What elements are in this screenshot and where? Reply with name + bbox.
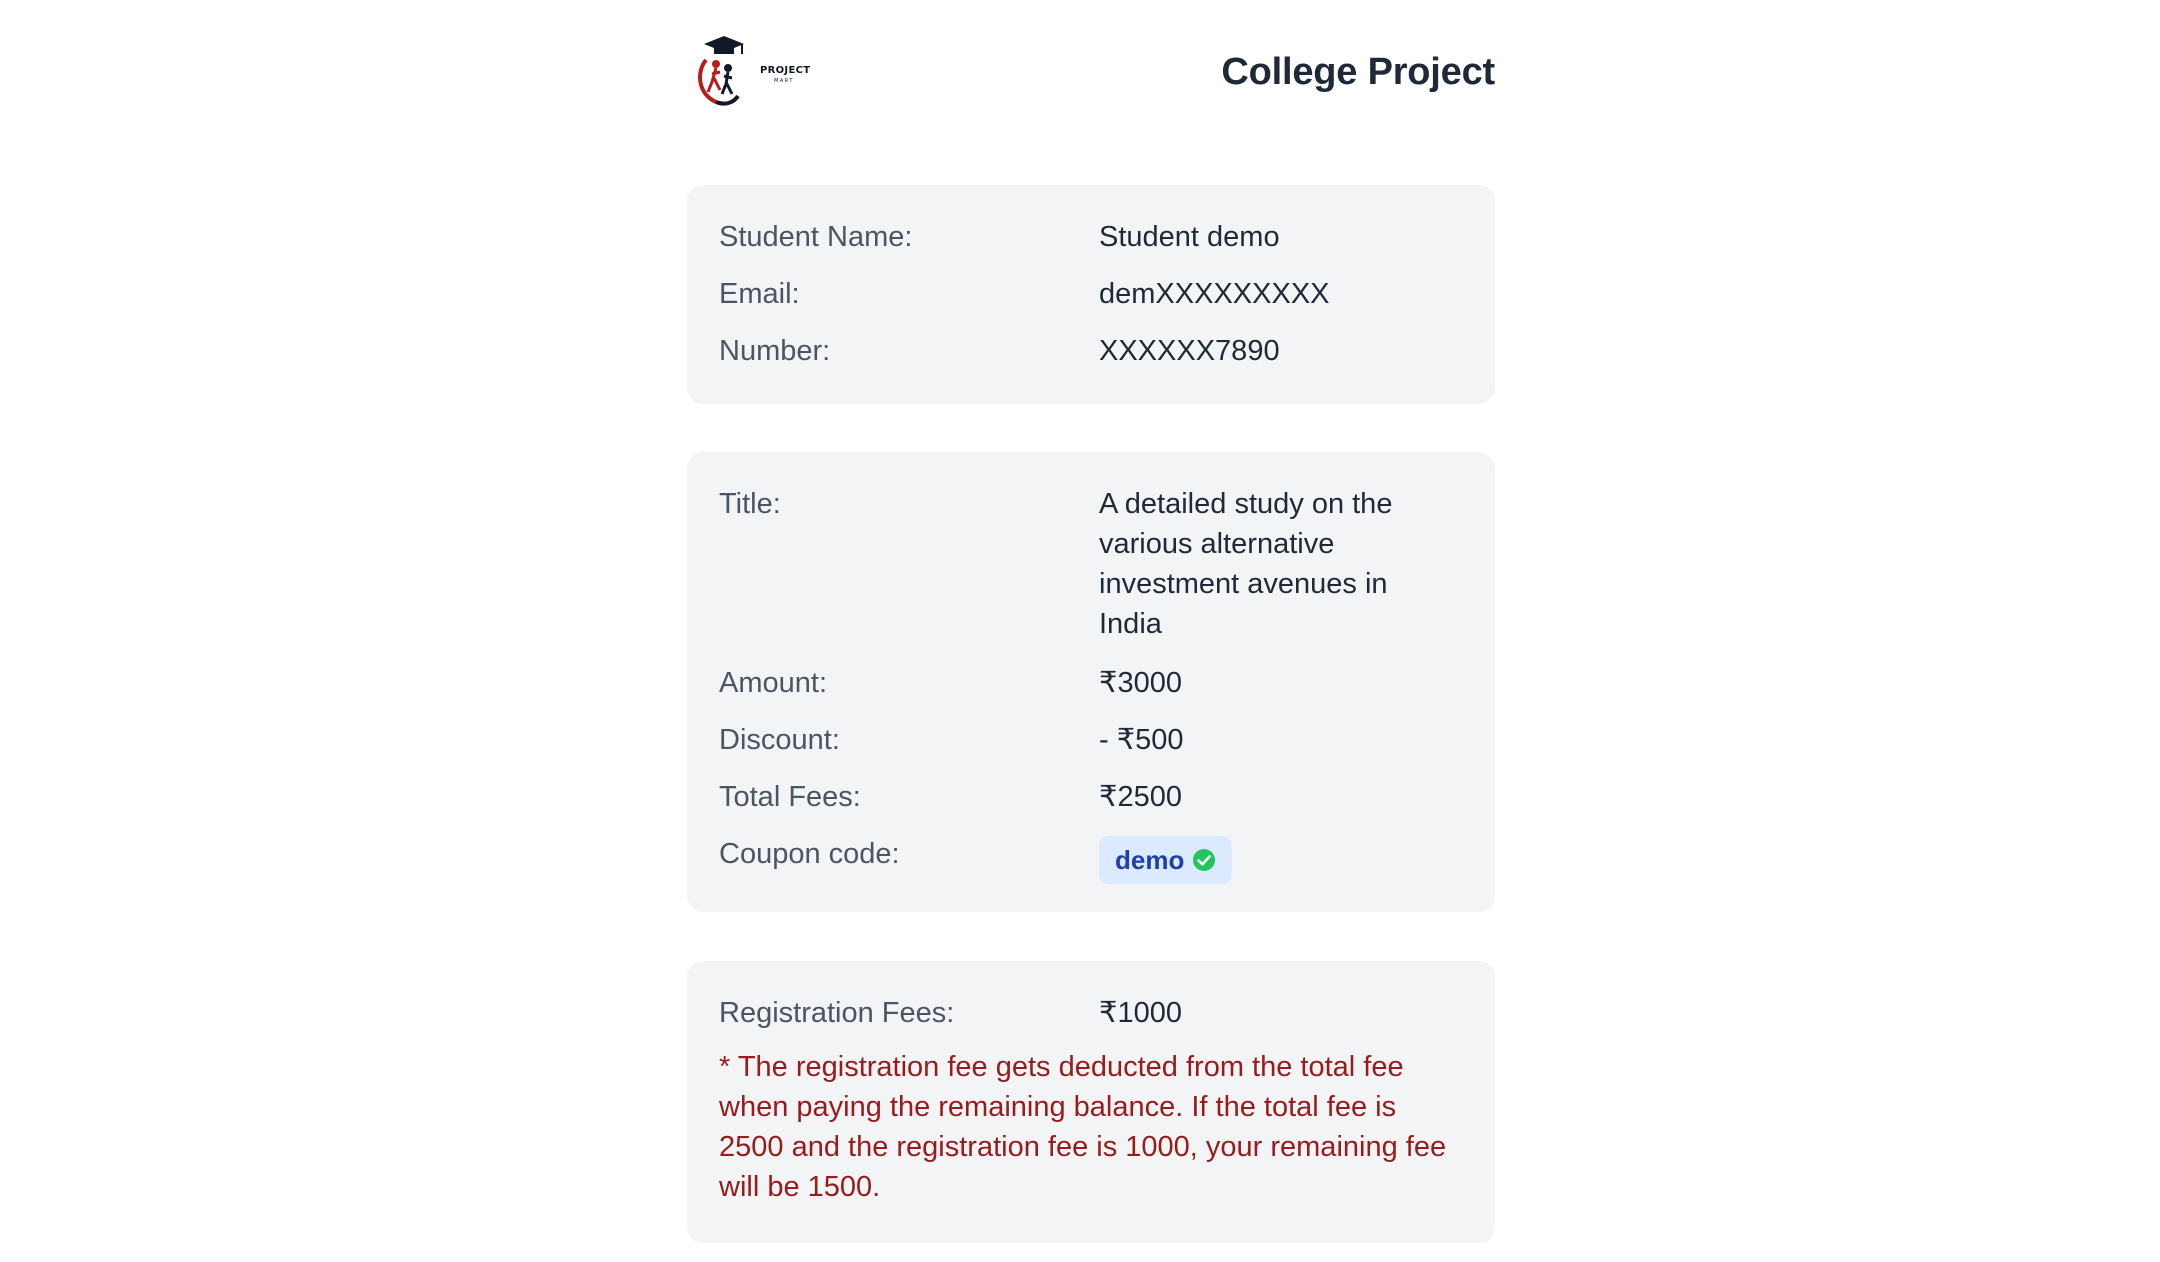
email-label: Email:	[719, 278, 800, 310]
registration-fees-value: ₹1000	[1099, 997, 1182, 1029]
registration-fees-label: Registration Fees:	[719, 997, 955, 1029]
logo-subtext: MART	[774, 78, 794, 84]
project-mart-logo[interactable]	[692, 32, 812, 112]
coupon-badge[interactable]	[1099, 836, 1232, 884]
discount-label: Discount:	[719, 724, 840, 756]
total-fees-label: Total Fees:	[719, 781, 861, 813]
project-title-label: Title:	[719, 488, 781, 520]
header	[687, 0, 1495, 150]
student-info-card	[687, 185, 1495, 404]
project-title-value: A detailed study on the various alternative investment avenues in India	[1099, 488, 1393, 640]
project-details-card	[687, 452, 1495, 912]
student-name-label: Student Name:	[719, 221, 913, 253]
page-container	[687, 0, 1495, 1203]
logo-graphic-icon	[692, 32, 762, 112]
registration-fees-card	[687, 961, 1495, 1243]
logo-text: PROJECT	[760, 65, 811, 76]
registration-fee-note: * The registration fee gets deducted from the total fee when paying the remaining balance. If the total fee is 2500 and the registration fee is 1000, your remaining fee will be 1500.	[719, 1051, 1447, 1203]
number-value: XXXXXX7890	[1099, 335, 1280, 367]
amount-value: ₹3000	[1099, 667, 1182, 699]
email-value: demXXXXXXXXX	[1099, 278, 1330, 310]
coupon-code-text: demo	[1115, 845, 1185, 875]
page-title: College Project	[1221, 51, 1495, 93]
number-label: Number:	[719, 335, 831, 367]
check-circle-icon	[1192, 848, 1216, 872]
amount-label: Amount:	[719, 667, 827, 699]
coupon-label: Coupon code:	[719, 838, 900, 870]
student-name-value: Student demo	[1099, 221, 1280, 253]
discount-value: - ₹500	[1099, 724, 1184, 756]
total-fees-value: ₹2500	[1099, 781, 1182, 813]
